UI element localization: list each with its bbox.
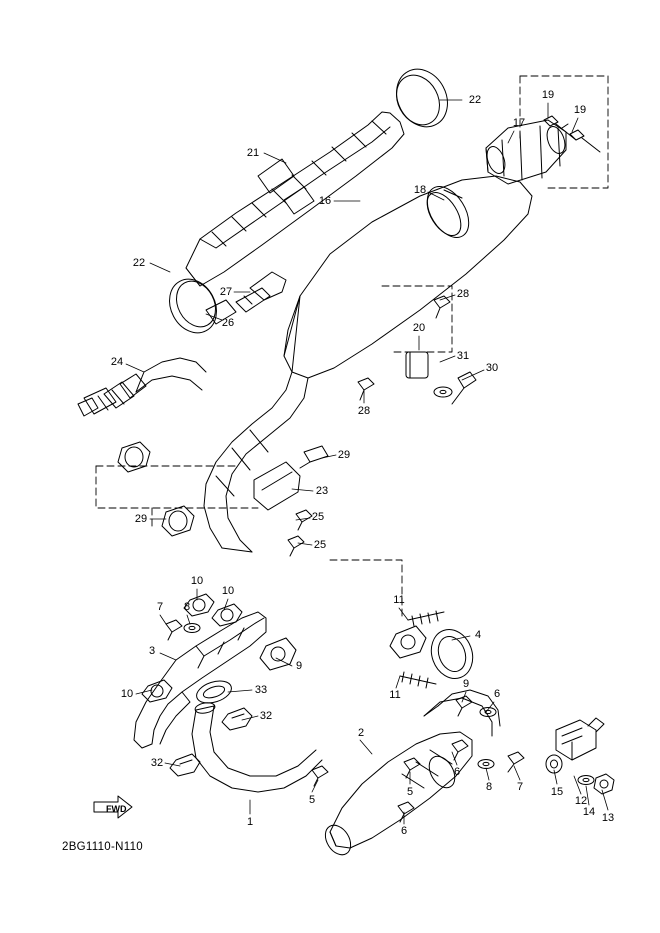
callout-32: 32 [150, 757, 164, 769]
callout-5: 5 [406, 786, 414, 798]
callout-4: 4 [474, 629, 482, 641]
callout-26: 26 [221, 317, 235, 329]
callout-17: 17 [512, 117, 526, 129]
part-31-washer [434, 387, 452, 397]
callout-29: 29 [337, 449, 351, 461]
group-boundary-center [382, 286, 452, 352]
part-2-pipe-elbow [424, 690, 500, 736]
callout-3: 3 [148, 645, 156, 657]
group-boundary-upper-right [520, 76, 608, 188]
part-14-washer [578, 776, 594, 785]
callout-14: 14 [582, 806, 596, 818]
callout-22: 22 [132, 257, 146, 269]
part-12-bracket [556, 718, 604, 760]
part-3-heat-shield [134, 612, 266, 748]
part-7-bolt-lower [508, 752, 524, 772]
callout-24: 24 [110, 356, 124, 368]
part-4-flange [425, 624, 480, 685]
callout-19: 19 [541, 89, 555, 101]
part-28-bolt-lower [358, 378, 374, 400]
callout-2: 2 [357, 727, 365, 739]
callout-18: 18 [413, 184, 427, 196]
part-24-front-bend [78, 358, 206, 416]
part-18-flange-ring [419, 179, 478, 245]
part-6-bolt-a [452, 740, 468, 760]
diagram-code: 2BG1110-N110 [62, 841, 143, 853]
part-5-bolt-a [404, 758, 420, 778]
part-30-bolt [452, 372, 476, 404]
part-23-clamp-block [254, 462, 300, 510]
callout-6: 6 [400, 825, 408, 837]
callout-27: 27 [219, 286, 233, 298]
callout-1: 1 [246, 816, 254, 828]
part-2-rear-muffler [320, 732, 472, 859]
part-5-bolt-b [312, 766, 328, 786]
fwd-label: FWD [106, 804, 127, 814]
part-7-bolt [166, 620, 182, 640]
part-17-inner-tube [484, 120, 569, 184]
callout-29: 29 [134, 513, 148, 525]
callout-15: 15 [550, 786, 564, 798]
callout-22: 22 [468, 94, 482, 106]
callout-8: 8 [183, 601, 191, 613]
part-13-nut [594, 774, 614, 794]
callout-32: 32 [259, 710, 273, 722]
callout-28: 28 [456, 288, 470, 300]
callout-10: 10 [120, 688, 134, 700]
callout-10: 10 [190, 575, 204, 587]
callout-11: 11 [393, 594, 405, 606]
callout-11: 11 [389, 689, 401, 701]
part-8-washer [184, 624, 200, 633]
part-21-heat-shield [186, 112, 404, 286]
callout-6: 6 [493, 688, 501, 700]
callout-13: 13 [601, 812, 615, 824]
part-11-spring-lower [400, 672, 436, 688]
part-22-cap-upper [387, 60, 458, 136]
part-29-clamp-lower [162, 506, 194, 536]
callout-28: 28 [357, 405, 371, 417]
part-8-washer-lower [478, 760, 494, 769]
callout-19: 19 [573, 104, 587, 116]
callout-33: 33 [254, 684, 268, 696]
callout-30: 30 [485, 362, 499, 374]
group-boundary-lower-center [330, 560, 405, 620]
callout-20: 20 [412, 322, 426, 334]
leader-lines [126, 100, 608, 824]
callout-16: 16 [318, 195, 332, 207]
callout-25: 25 [311, 511, 325, 523]
callout-31: 31 [456, 350, 470, 362]
callout-25: 25 [313, 539, 327, 551]
part-29-clamp-upper [118, 442, 150, 472]
part-19-bolt-b [570, 130, 600, 152]
part-23-mid-pipe [204, 372, 308, 552]
part-22-cap-lower [160, 271, 225, 341]
part-25-bolt-b [288, 536, 304, 556]
callout-5: 5 [308, 794, 316, 806]
part-10-clip-b [212, 604, 242, 626]
callout-10: 10 [221, 585, 235, 597]
callout-21: 21 [246, 147, 260, 159]
callout-23: 23 [315, 485, 329, 497]
part-1-front-pipe [192, 701, 322, 792]
callout-12: 12 [574, 795, 588, 807]
callout-6: 6 [453, 766, 461, 778]
callout-7: 7 [156, 601, 164, 613]
callout-7: 7 [516, 781, 524, 793]
callout-9: 9 [295, 660, 303, 672]
part-20-spacer [406, 352, 428, 378]
part-9-hanger-right [390, 626, 426, 658]
callout-9: 9 [462, 678, 470, 690]
part-29-bolt-stud [300, 446, 328, 468]
group-boundary-lower-left [96, 466, 258, 528]
part-11-spring-upper [408, 611, 444, 626]
callout-8: 8 [485, 781, 493, 793]
